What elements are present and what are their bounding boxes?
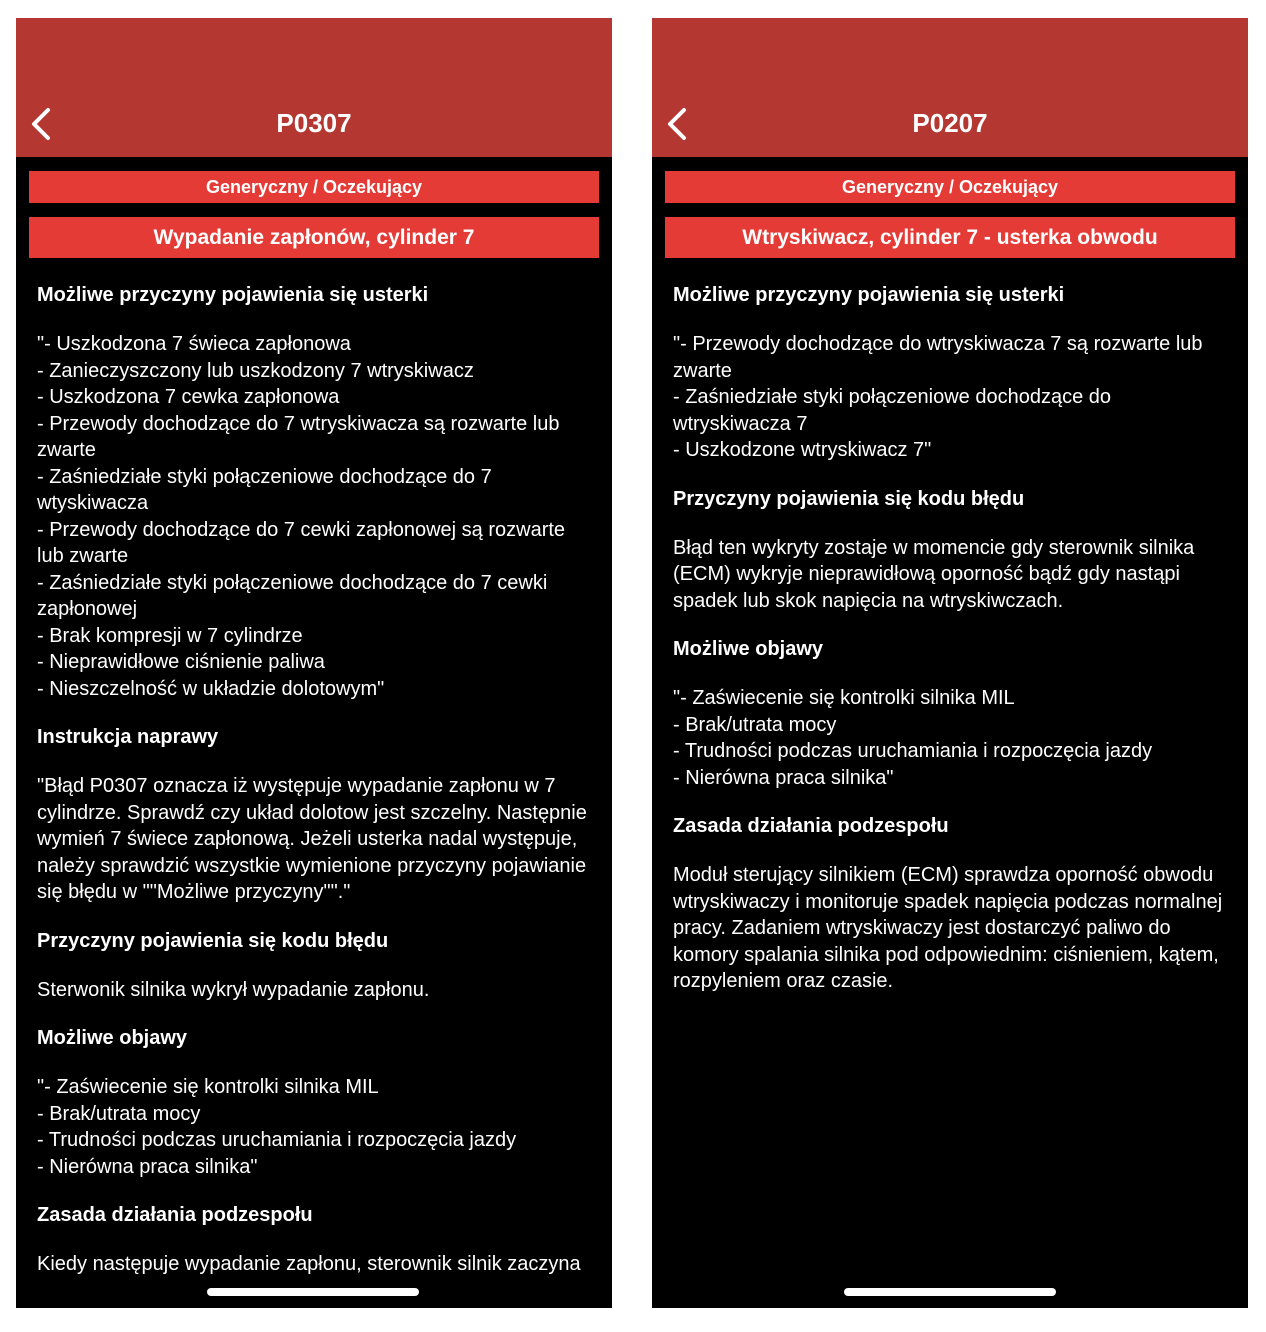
section-text: Sterwonik silnika wykrył wypadanie zapłonu.: [37, 978, 430, 1001]
section-title: Zasada działania podzespołu: [673, 815, 949, 837]
section-text: "- Uszkodzona 7 świeca zapłonowa - Zanieczyszczony lub uszkodzony 7 wtryskiwacz - Uszkodzona 7 cewka zapłonowa - Przewody dochodzące do 7 wtryskiwacza są rozwarte lub zwarte - Zaśniedziałe styki połączeniowe dochodzące do 7 wtyskiwacza - Przewody dochodzące do 7 cewki zapłonowej są rozwarte lub zwarte - Zaśniedziałe styki połączeniowe dochodzące do 7 cewki zapłonowej - Brak kompresji w 7 cylindrze - Nieprawidłowe ciśnienie paliwa - Nieszczelność w układzie dolotowym": [37, 333, 566, 700]
section-text: Błąd ten wykryty zostaje w momencie gdy sterownik silnika (ECM) wykryje nieprawidłową oporność bądź gdy nastąpi spadek lub skok napięcia na wtryskiwczach.: [673, 536, 1195, 612]
code-description-badge: Wypadanie zapłonów, cylinder 7: [29, 217, 599, 258]
code-description-badge: Wtryskiwacz, cylinder 7 - usterka obwodu: [665, 217, 1235, 258]
page-title: P0207: [912, 108, 988, 138]
nav-header: [652, 18, 1248, 157]
section-text: Moduł sterujący silnikiem (ECM) sprawdza oporność obwodu wtryskiwaczy i monitoruje spadek napięcia podczas normalnej pracy. Zadaniem wtryskiwaczy jest dostarczyć paliwo do komory spalania silnika pod odpowiednim: ciśnieniem, kątem, rozpyleniem oraz czasie.: [673, 864, 1223, 992]
details-content[interactable]: [673, 282, 1230, 1308]
section-title: Przyczyny pojawienia się kodu błędu: [37, 929, 389, 952]
section-title: Możliwe objawy: [673, 638, 824, 660]
section-text: "- Przewody dochodzące do wtryskiwacza 7 są rozwarte lub zwarte - Zaśniedziałe styki połączeniowe dochodzące do wtryskiwacza 7 - Uszkodzone wtryskiwacz 7": [673, 333, 1203, 461]
section-title: Możliwe objawy: [37, 1027, 188, 1049]
details-content[interactable]: [37, 282, 594, 1308]
section-title: Przyczyny pojawienia się kodu błędu: [673, 487, 1025, 510]
code-type-badge: Generyczny / Oczekujący: [665, 171, 1235, 203]
home-indicator[interactable]: [207, 1288, 419, 1296]
section-text: Kiedy następuje wypadanie zapłonu, sterownik silnik zaczyna: [37, 1253, 581, 1275]
section-title: Instrukcja naprawy: [37, 726, 219, 748]
section-title: Możliwe przyczyny pojawienia się usterki: [673, 284, 1065, 306]
section-title: Możliwe przyczyny pojawienia się usterki: [37, 284, 429, 306]
left-screen: [16, 18, 612, 1308]
section-title: Zasada działania podzespołu: [37, 1204, 313, 1226]
section-text: "- Zaświecenie się kontrolki silnika MIL - Brak/utrata mocy - Trudności podczas uruchamiania i rozpoczęcia jazdy - Nierówna praca silnika": [673, 687, 1153, 789]
page-title: P0307: [276, 108, 352, 138]
right-screen: [652, 18, 1248, 1308]
home-indicator[interactable]: [844, 1288, 1056, 1296]
section-text: "Błąd P0307 oznacza iż występuje wypadanie zapłonu w 7 cylindrze. Sprawdź czy układ dolotow jest szczelny. Następnie wymień 7 świece zapłonową. Jeżeli usterka nadal występuje, należy sprawdzić wszystkie wymienione przyczyny pojawianie się błędu w ""Możliwe przyczyny"".": [37, 775, 587, 903]
nav-header: [16, 18, 612, 157]
section-text: "- Zaświecenie się kontrolki silnika MIL - Brak/utrata mocy - Trudności podczas uruchamiania i rozpoczęcia jazdy - Nierówna praca silnika": [37, 1076, 517, 1178]
code-type-badge: Generyczny / Oczekujący: [29, 171, 599, 203]
